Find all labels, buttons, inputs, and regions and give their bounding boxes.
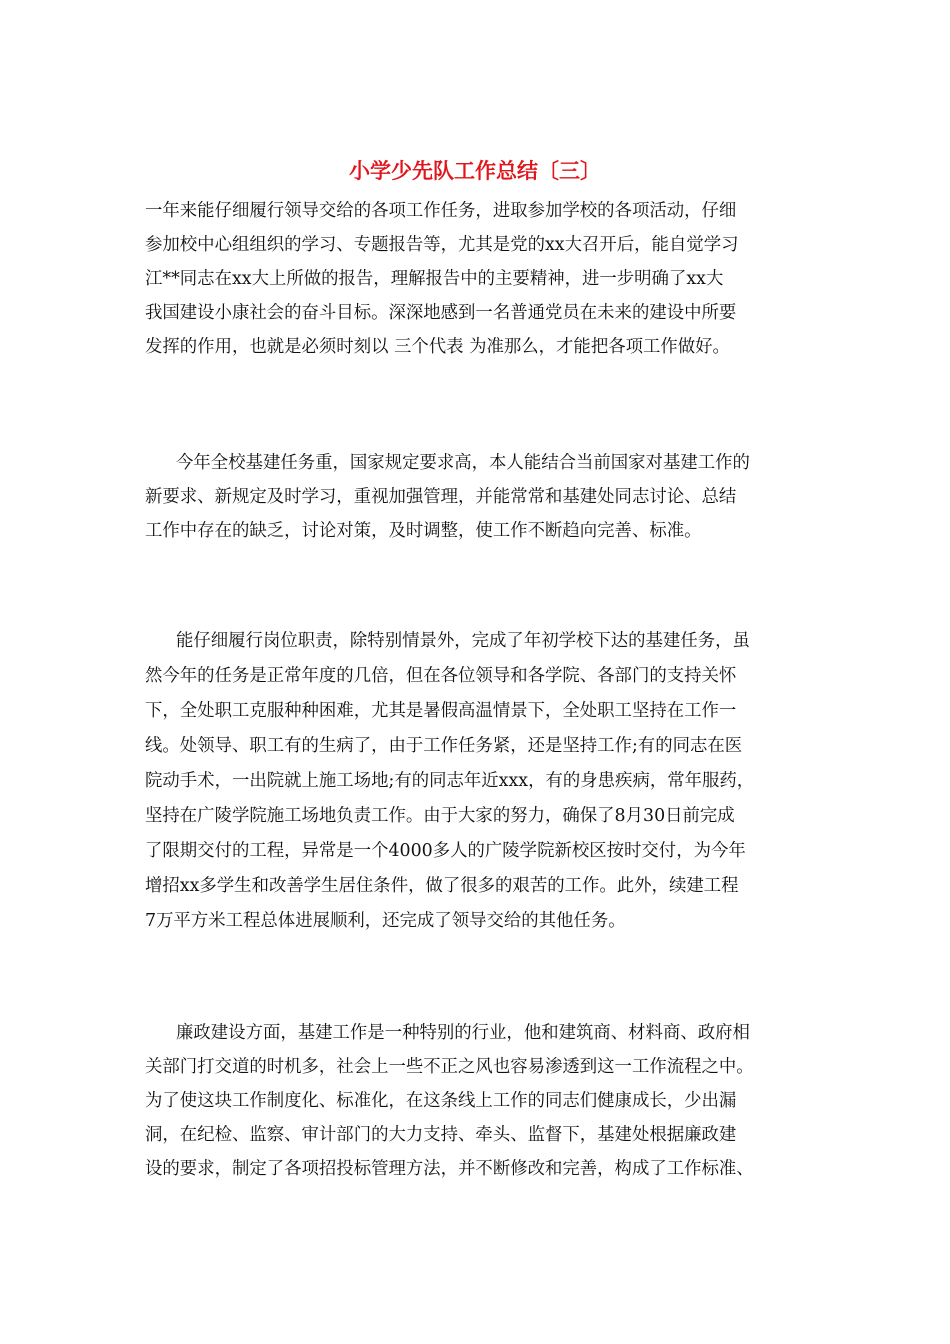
paragraph-line: 线。处领导、职工有的生病了，由于工作任务紧，还是坚持工作;有的同志在医 <box>145 736 743 756</box>
paragraph-line: 发挥的作用，也就是必须时刻以 三个代表 为准那么，才能把各项工作做好。 <box>145 337 730 357</box>
document-title: 小学少先队工作总结〔三〕 <box>349 158 601 183</box>
paragraph-line: 坚持在广陵学院施工场地负责工作。由于大家的努力，确保了8月30日前完成 <box>145 806 735 826</box>
paragraph-line: 关部门打交道的时机多，社会上一些不正之风也容易渗透到这一工作流程之中。 <box>145 1057 754 1077</box>
paragraph-line: 7万平方米工程总体进展顺利，还完成了领导交给的其他任务。 <box>145 911 626 931</box>
paragraph-line: 下，全处职工克服种种困难，尤其是暑假高温情景下，全处职工坚持在工作一 <box>145 701 737 721</box>
paragraph-line: 为了使这块工作制度化、标准化，在这条线上工作的同志们健康成长，少出漏 <box>145 1091 737 1111</box>
paragraph-line: 设的要求，制定了各项招投标管理方法，并不断修改和完善，构成了工作标准、 <box>145 1159 754 1179</box>
paragraph-line: 院动手术，一出院就上施工场地;有的同志年近xxx，有的身患疾病，常年服药， <box>145 771 755 791</box>
paragraph-line: 新要求、新规定及时学习，重视加强管理，并能常常和基建处同志讨论、总结 <box>145 487 737 507</box>
paragraph-line: 能仔细履行岗位职责，除特别情景外，完成了年初学校下达的基建任务，虽 <box>176 631 750 651</box>
paragraph-line: 一年来能仔细履行领导交给的各项工作任务，进取参加学校的各项活动，仔细 <box>145 201 737 221</box>
paragraph-line: 工作中存在的缺乏，讨论对策，及时调整，使工作不断趋向完善、标准。 <box>145 521 702 541</box>
paragraph-line: 然今年的任务是正常年度的几倍，但在各位领导和各学院、各部门的支持关怀 <box>145 666 737 686</box>
paragraph-line: 江**同志在xx大上所做的报告，理解报告中的主要精神，进一步明确了xx大 <box>145 269 724 289</box>
paragraph-line: 了限期交付的工程，异常是一个4000多人的广陵学院新校区按时交付，为今年 <box>145 841 746 861</box>
paragraph-line: 我国建设小康社会的奋斗目标。深深地感到一名普通党员在未来的建设中所要 <box>145 303 737 323</box>
paragraph-line: 廉政建设方面，基建工作是一种特别的行业，他和建筑商、材料商、政府相 <box>176 1023 750 1043</box>
paragraph-line: 洞，在纪检、监察、审计部门的大力支持、牵头、监督下，基建处根据廉政建 <box>145 1125 737 1145</box>
paragraph-line: 参加校中心组组织的学习、专题报告等，尤其是党的xx大召开后，能自觉学习 <box>145 235 739 255</box>
paragraph-line: 增招xx多学生和改善学生居住条件，做了很多的艰苦的工作。此外，续建工程 <box>145 876 739 896</box>
paragraph-line: 今年全校基建任务重，国家规定要求高，本人能结合当前国家对基建工作的 <box>176 453 750 473</box>
